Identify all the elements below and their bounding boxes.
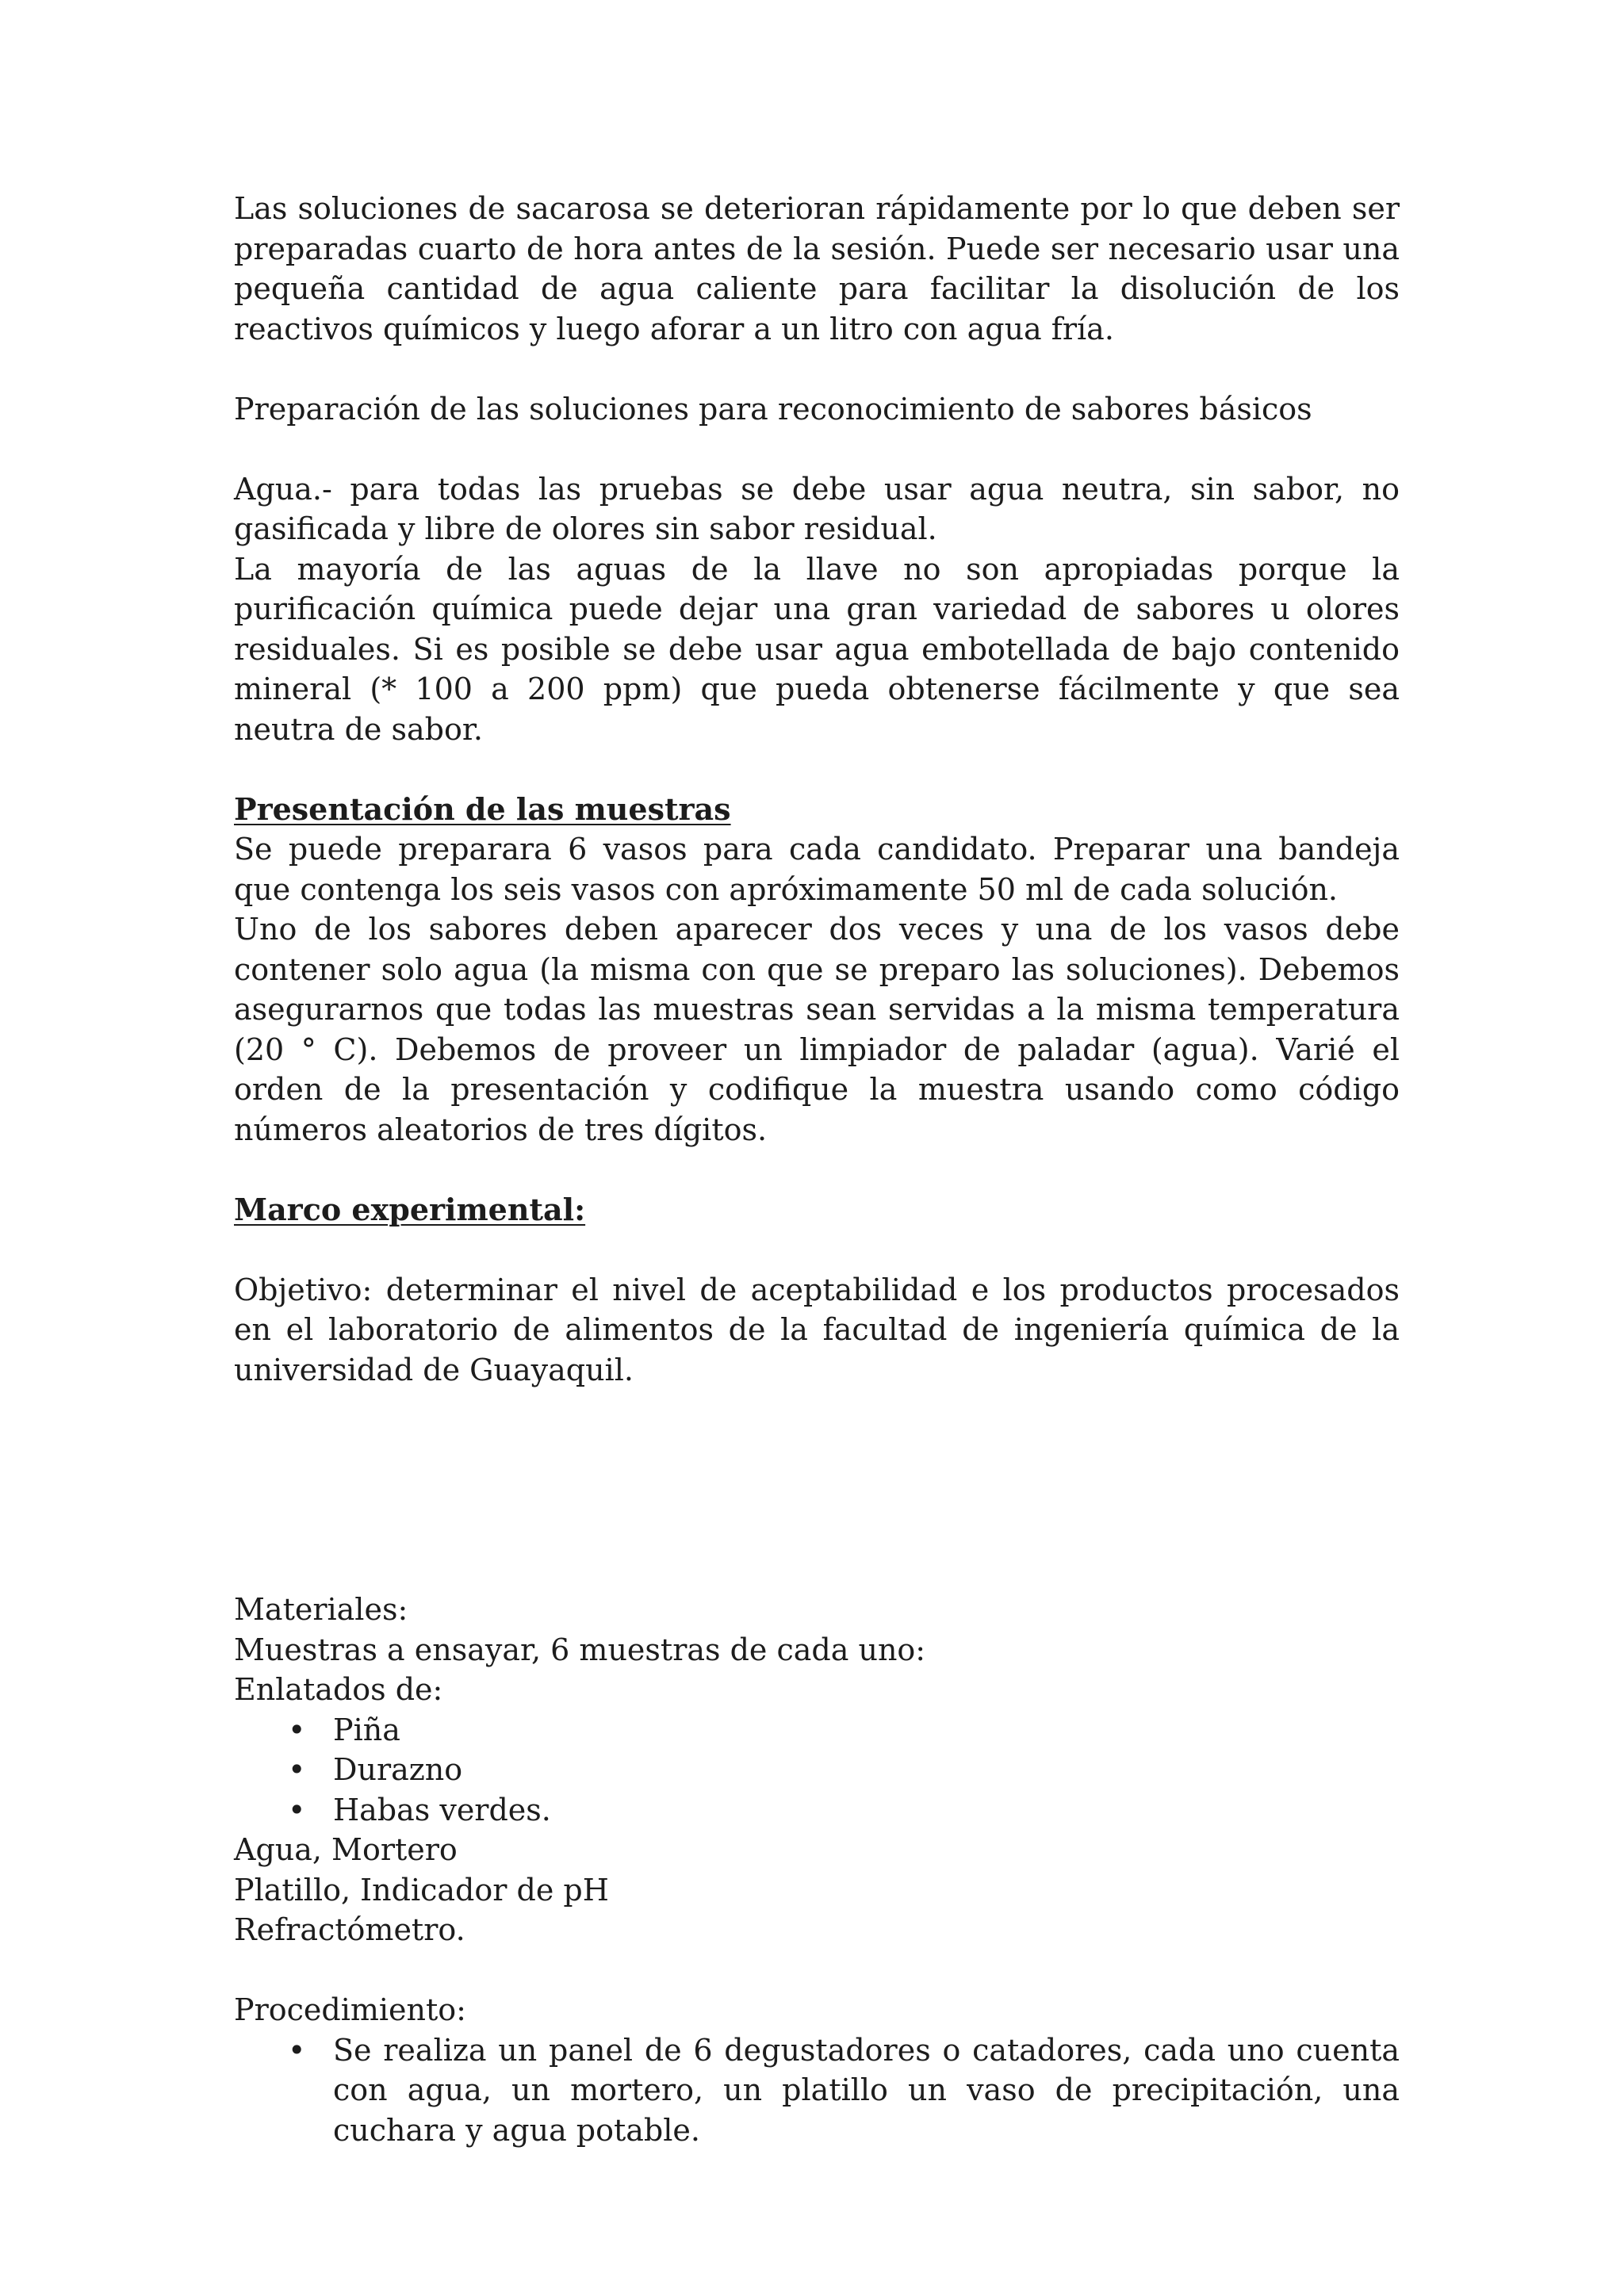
spacer (234, 349, 1400, 389)
canned-item-label: Piña (333, 1712, 400, 1747)
document-body (234, 189, 1400, 2150)
bullet-icon: • (288, 1792, 306, 1827)
presentation-paragraph-2: Uno de los sabores deben aparecer dos veces y una de los vasos debe contener solo agua (la misma con que se preparo las soluciones). Debemos asegurarnos que todas las muestras sean servidas a la misma temperatura (20 ° C). Debemos de proveer un limpiador de paladar (agua). Varié el orden de la presentación y codifique la muestra usando como código números aleatorios de tres dígitos. (234, 912, 1400, 1147)
spacer (234, 1390, 1400, 1590)
experimental-heading: Marco experimental: (234, 1191, 586, 1227)
materials-title: Materiales: (234, 1592, 408, 1627)
presentation-paragraph-1: Se puede preparara 6 vasos para cada candidato. Preparar una bandeja que contenga los seis vasos con apróximamente 50 ml de cada solución. (234, 832, 1400, 907)
refractometer-line: Refractómetro. (234, 1912, 465, 1947)
list-item (234, 1710, 1400, 1751)
intro-paragraph: Las soluciones de sacarosa se deterioran rápidamente por lo que deben ser preparadas cuarto de hora antes de la sesión. Puede ser necesario usar una pequeña cantidad de agua caliente para facilitar la disolución de los reactivos químicos y luego aforar a un litro con agua fría. (234, 191, 1400, 346)
plate-indicator-line: Platillo, Indicador de pH (234, 1872, 609, 1908)
procedure-step-text: Se realiza un panel de 6 degustadores o catadores, cada uno cuenta con agua, un mortero, un platillo un vaso de precipitación, una cuchara y agua potable. (333, 2032, 1400, 2148)
preparation-title: Preparación de las soluciones para reconocimiento de sabores básicos (234, 391, 1312, 427)
water-paragraph: Agua.- para todas las pruebas se debe usar agua neutra, sin sabor, no gasificada y libre de olores sin sabor residual. (234, 471, 1400, 546)
presentation-heading: Presentación de las muestras (234, 790, 731, 827)
procedure-title: Procedimiento: (234, 1992, 466, 2027)
water-mortar-line: Agua, Mortero (234, 1832, 458, 1867)
objective-paragraph: Objetivo: determinar el nivel de aceptabilidad e los productos procesados en el laboratorio de alimentos de la facultad de ingeniería química de la universidad de Guayaquil. (234, 1272, 1400, 1387)
canned-line: Enlatados de: (234, 1672, 443, 1707)
list-item (234, 1750, 1400, 1790)
tap-water-paragraph: La mayoría de las aguas de la llave no son apropiadas porque la purificación química puede dejar una gran variedad de sabores u olores residuales. Si es posible se debe usar agua embotellada de bajo contenido mineral (* 100 a 200 ppm) que pueda obtenerse fácilmente y que sea neutra de sabor. (234, 551, 1400, 747)
bullet-icon: • (288, 1712, 306, 1747)
list-item (234, 2030, 1400, 2151)
samples-line: Muestras a ensayar, 6 muestras de cada uno: (234, 1632, 926, 1667)
spacer (234, 1950, 1400, 1991)
bullet-icon: • (288, 2032, 306, 2068)
spacer (234, 1150, 1400, 1190)
canned-item-label: Durazno (333, 1752, 463, 1787)
canned-items-list (234, 1710, 1400, 1831)
spacer (234, 429, 1400, 469)
canned-item-label: Habas verdes. (333, 1792, 551, 1827)
spacer (234, 1230, 1400, 1270)
spacer (234, 749, 1400, 790)
procedure-steps-list (234, 2030, 1400, 2151)
list-item (234, 1790, 1400, 1831)
bullet-icon: • (288, 1752, 306, 1787)
